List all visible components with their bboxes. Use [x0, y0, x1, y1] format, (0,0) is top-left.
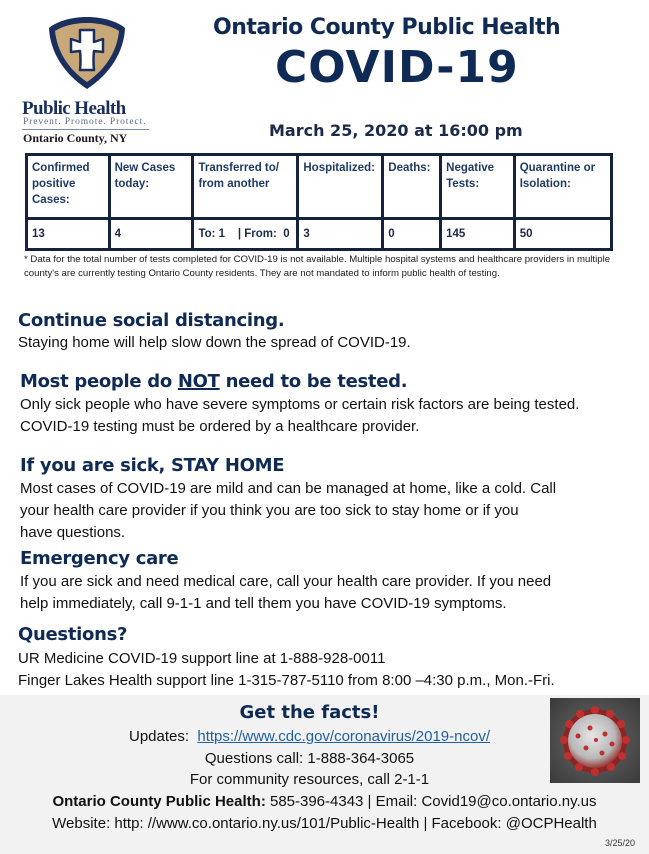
section-text: Most cases of COVID-19 are mild and can be managed at home, like a cold. Call: [20, 480, 557, 497]
community-resources-line: For community resources, call 2-1-1: [189, 771, 430, 788]
questions-call-line: Questions call: 1-888-364-3065: [204, 750, 415, 767]
value-quarantine: 50: [514, 219, 611, 250]
section-text: Staying home will help slow down the spread of COVID-19.: [18, 334, 411, 351]
stats-table: [25, 153, 613, 251]
header-quarantine: Quarantine or Isolation:: [514, 155, 611, 219]
logo-tagline: Prevent. Promote. Protect.: [23, 117, 147, 127]
date-stamp: 3/25/20: [604, 838, 635, 848]
org-title: Ontario County Public Health: [213, 15, 561, 40]
header-negative-tests: Negative Tests:: [441, 155, 515, 219]
section-text: Only sick people who have severe symptoms or certain risk factors are being tested.: [20, 396, 580, 413]
value-negative-tests: 145: [441, 219, 515, 250]
updates-line: [0, 728, 649, 745]
header-new-cases: New Cases today:: [109, 155, 193, 219]
contact-org: Ontario County Public Health:: [52, 793, 266, 810]
value-transferred: To: 1 | From: 0: [193, 219, 298, 250]
header-transferred: Transferred to/ from another: [193, 155, 298, 219]
header-deaths: Deaths:: [383, 155, 441, 219]
value-confirmed: 13: [27, 219, 110, 250]
get-the-facts-heading: Get the facts!: [239, 702, 380, 723]
updates-label: Updates:: [128, 728, 198, 745]
report-date: March 25, 2020 at 16:00 pm: [269, 121, 523, 140]
page-title: COVID-19: [275, 42, 519, 93]
section-heading-stay-home: If you are sick, STAY HOME: [20, 455, 285, 476]
logo-county: Ontario County, NY: [23, 131, 128, 145]
section-heading-emergency-care: Emergency care: [20, 548, 179, 569]
section-heading-questions: Questions?: [18, 624, 128, 645]
heading-part: Most people do: [20, 371, 178, 392]
section-text: If you are sick and need medical care, call your health care provider. If you need: [20, 573, 552, 590]
section-text: Finger Lakes Health support line 1-315-787-5110 from 8:00 –4:30 p.m., Mon.-Fri.: [18, 672, 555, 689]
value-new-cases: 4: [109, 219, 193, 250]
shield-cross-icon: [46, 14, 128, 92]
stats-header-row: [27, 155, 612, 219]
header-confirmed: Confirmed positive Cases:: [27, 155, 110, 219]
section-text: have questions.: [20, 524, 126, 541]
value-hospitalized: 3: [298, 219, 383, 250]
section-heading-social-distancing: Continue social distancing.: [18, 310, 285, 331]
heading-emphasis-not: NOT: [177, 371, 220, 392]
section-text: COVID-19 testing must be ordered by a healthcare provider.: [20, 418, 420, 435]
section-text: help immediately, call 9-1-1 and tell them you have COVID-19 symptoms.: [20, 595, 507, 612]
header-hospitalized: Hospitalized:: [298, 155, 383, 219]
contact-details: 585-396-4343 | Email: Covid19@co.ontario.ny.us: [265, 793, 597, 810]
logo-divider: [22, 129, 149, 130]
value-deaths: 0: [383, 219, 441, 250]
section-text: your health care provider if you think you are too sick to stay home or if you: [20, 502, 519, 519]
heading-part: need to be tested.: [219, 371, 408, 392]
logo-title: Public Health: [22, 98, 126, 119]
contact-line: [0, 793, 649, 810]
website-line: Website: http: //www.co.ontario.ny.us/101/Public-Health | Facebook: @OCPHealth: [52, 815, 597, 832]
section-heading-testing: [20, 371, 407, 392]
footnote: * Data for the total number of tests completed for COVID-19 is not available. Multiple hospital systems and healthcare providers in multiple county's are currently testing Ontario County residents. They are not mandated to inform public health of testing.: [24, 254, 611, 279]
cdc-link[interactable]: https://www.cdc.gov/coronavirus/2019-ncov/: [197, 728, 490, 745]
public-health-logo: [20, 12, 155, 144]
section-text: UR Medicine COVID-19 support line at 1-888-928-0011: [18, 650, 386, 667]
stats-value-row: [27, 219, 612, 250]
